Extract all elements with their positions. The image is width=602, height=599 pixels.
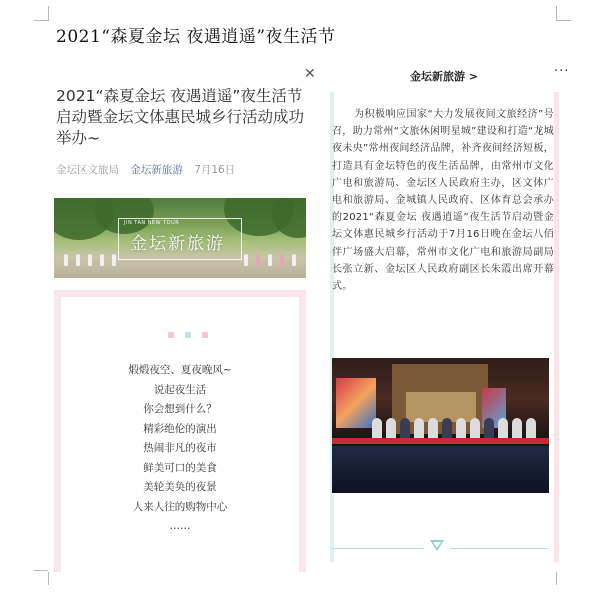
stage-red-banner: [332, 438, 549, 444]
divider-line: [450, 548, 548, 549]
stage-screen: [336, 378, 376, 428]
article-org: 金坛区文旅局: [56, 164, 119, 176]
poem-card: [54, 290, 306, 572]
account-link[interactable]: 金坛新旅游: [130, 164, 183, 176]
poem-line: 美轮美奂的夜景: [143, 481, 217, 493]
poem-line: 你会想到什么？: [143, 403, 217, 415]
dot-icon: [168, 332, 174, 338]
banner-performer: [280, 254, 284, 266]
page-corner-mark: [34, 570, 49, 585]
poem-line: 鲜美可口的美食: [143, 461, 217, 474]
more-options-icon[interactable]: ···: [554, 64, 570, 79]
banner-image: [54, 198, 306, 278]
banner-english-text: JIN TAN NEW TOUR: [124, 220, 180, 226]
decorative-stripe-right: [554, 92, 559, 562]
poem-line: 煅煅夜空、夏夜晚风~: [128, 364, 232, 376]
banner-performer: [76, 254, 80, 266]
poem-line: ……: [169, 520, 191, 532]
right-article-screenshot: [322, 62, 574, 572]
close-icon[interactable]: ✕: [304, 66, 316, 82]
banner-performer: [88, 254, 92, 266]
article-body-paragraph: 为积极响应国家“大力发展夜间文旅经济”号召，助力常州“文旅休闲明星城”建设和打造“龙城夜未央”常州夜间经济品牌，补齐夜间经济短板，打造具有金坛特色的夜生活品牌，由常州市文化广电和旅游局、金坛区人民政府主办，区文体广电和旅游局、金城镇人民政府、区体育总会承办的2021“森夏金坛 夜遇逍遥”夜生活节启动暨金坛文体惠民城乡行活动于7月16日晚在金坛八佰伴广场盛大启幕，常州市文化广电和旅游局副局长张立新、金坛区人民政府副区长朱霞出席开幕式。: [332, 109, 554, 293]
dot-icon: [185, 332, 191, 338]
triangle-down-icon: [430, 540, 444, 551]
article-date: 7月16日: [194, 164, 236, 176]
poem-line: 热闹非凡的夜市: [143, 442, 217, 454]
event-stage-photo: [332, 358, 549, 493]
article-title: 2021“森夏金坛 夜遇逍遥”夜生活节启动暨金坛文体惠民城乡行活动成功举办~: [56, 87, 305, 147]
banner-chinese-text: 金坛新旅游: [130, 234, 225, 254]
banner-performer: [256, 254, 260, 266]
poem-line: 精彩绝伦的演出: [143, 422, 217, 435]
article-top-bar: [322, 62, 574, 86]
poem-line: 人来人往的购物中心: [132, 500, 228, 513]
account-title-link[interactable]: 金坛新旅游 >: [409, 70, 479, 83]
divider-line: [332, 548, 424, 549]
page-corner-mark: [556, 570, 571, 585]
banner-performer: [112, 254, 116, 266]
banner-performer: [268, 254, 272, 266]
page-corner-mark: [556, 6, 571, 21]
dot-icon: [202, 332, 208, 338]
poem-line: 说起夜生活: [153, 383, 207, 396]
document-title: 2021“森夏金坛 夜遇逍遥”夜生活节: [56, 27, 336, 47]
article-meta: [56, 162, 235, 177]
left-article-screenshot: [48, 62, 316, 572]
banner-performer: [64, 254, 68, 266]
page-corner-mark: [34, 6, 49, 21]
stage-floor: [332, 446, 549, 493]
poem-text: [61, 361, 299, 537]
banner-performer: [244, 254, 248, 266]
decorative-dots: [165, 323, 211, 342]
banner-performer: [292, 254, 296, 266]
banner-performer: [100, 254, 104, 266]
